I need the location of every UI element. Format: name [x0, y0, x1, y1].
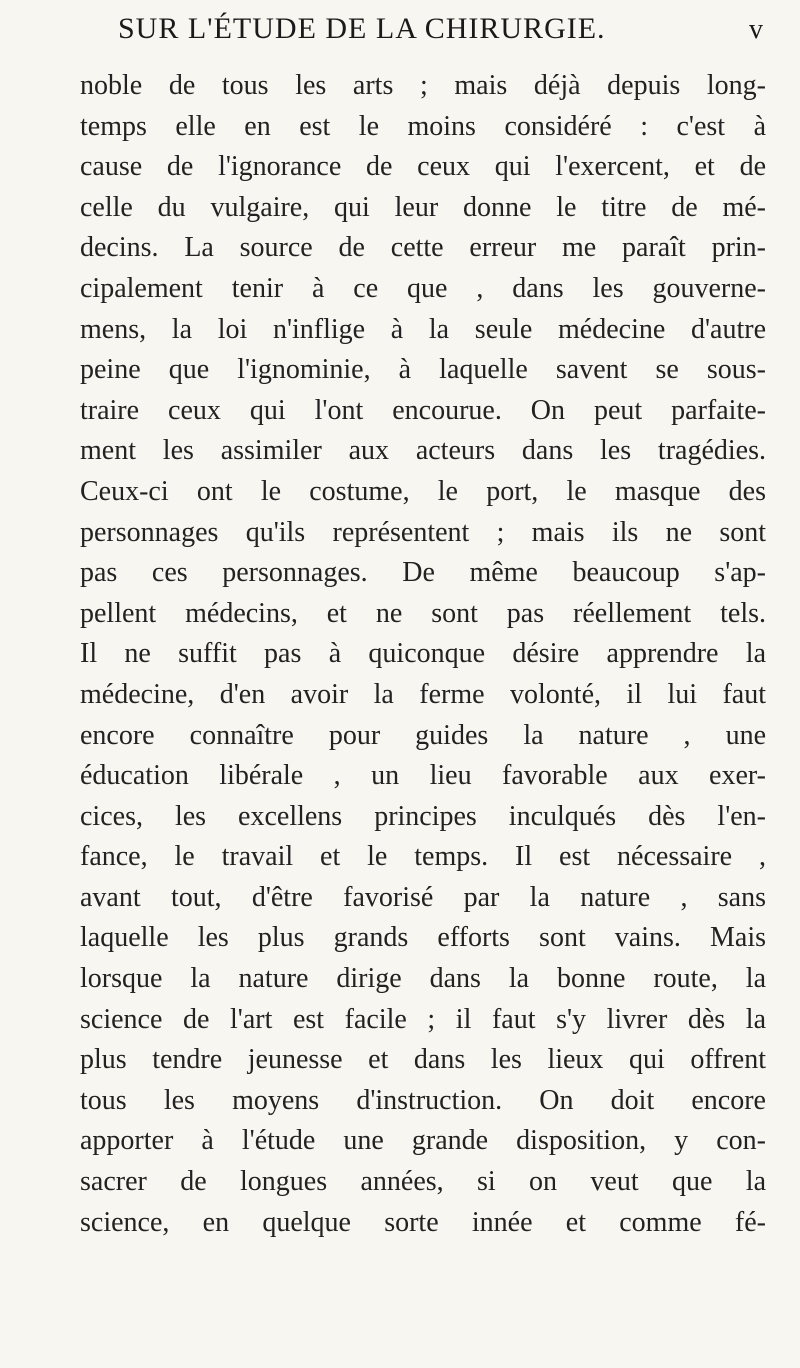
text-line: encore connaître pour guides la nature , une: [80, 719, 766, 751]
text-line: fance, le travail et le temps. Il est nécessaire ,: [80, 841, 766, 873]
text-line: avant tout, d'être favorisé par la nature , sans: [80, 881, 766, 913]
text-line: science, en quelque sorte innée et comme fé-: [80, 1206, 766, 1238]
text-line: médecine, d'en avoir la ferme volonté, il lui faut: [80, 678, 766, 710]
text-line: ment les assimiler aux acteurs dans les tragédies.: [80, 435, 766, 467]
text-line: cause de l'ignorance de ceux qui l'exercent, et de: [80, 151, 766, 183]
text-line: cipalement tenir à ce que , dans les gouverne-: [80, 272, 766, 304]
text-line: cices, les excellens principes inculqués dès l'en-: [80, 800, 766, 832]
text-line: traire ceux qui l'ont encourue. On peut parfaite-: [80, 394, 766, 426]
text-line: Ceux-ci ont le costume, le port, le masque des: [80, 475, 766, 507]
text-line: tous les moyens d'instruction. On doit encore: [80, 1084, 766, 1116]
text-line: peine que l'ignominie, à laquelle savent se sous-: [80, 354, 766, 386]
text-line: sacrer de longues années, si on veut que la: [80, 1166, 766, 1198]
text-line: pellent médecins, et ne sont pas réellement tels.: [80, 597, 766, 629]
text-line: personnages qu'ils représentent ; mais ils ne sont: [80, 516, 766, 548]
running-title: SUR L'ÉTUDE DE LA CHIRURGIE.: [118, 12, 606, 45]
text-line: apporter à l'étude une grande disposition, y con-: [80, 1125, 766, 1157]
text-line: plus tendre jeunesse et dans les lieux qui offrent: [80, 1044, 766, 1076]
text-line: celle du vulgaire, qui leur donne le titre de mé-: [80, 191, 766, 223]
text-line: laquelle les plus grands efforts sont vains. Mais: [80, 922, 766, 954]
body-text: [80, 66, 766, 1243]
text-line: decins. La source de cette erreur me paraît prin-: [80, 232, 766, 264]
text-line: Il ne suffit pas à quiconque désire apprendre la: [80, 638, 766, 670]
text-line: temps elle en est le moins considéré : c'est à: [80, 110, 766, 142]
page-number: v: [749, 14, 764, 45]
text-line: pas ces personnages. De même beaucoup s'ap-: [80, 557, 766, 589]
text-line: science de l'art est facile ; il faut s'y livrer dès la: [80, 1003, 766, 1035]
text-line: lorsque la nature dirige dans la bonne route, la: [80, 963, 766, 995]
text-line: éducation libérale , un lieu favorable aux exer-: [80, 760, 766, 792]
text-line: noble de tous les arts ; mais déjà depuis long-: [80, 70, 766, 101]
running-head: [118, 12, 764, 56]
text-line: mens, la loi n'inflige à la seule médecine d'autre: [80, 313, 766, 345]
